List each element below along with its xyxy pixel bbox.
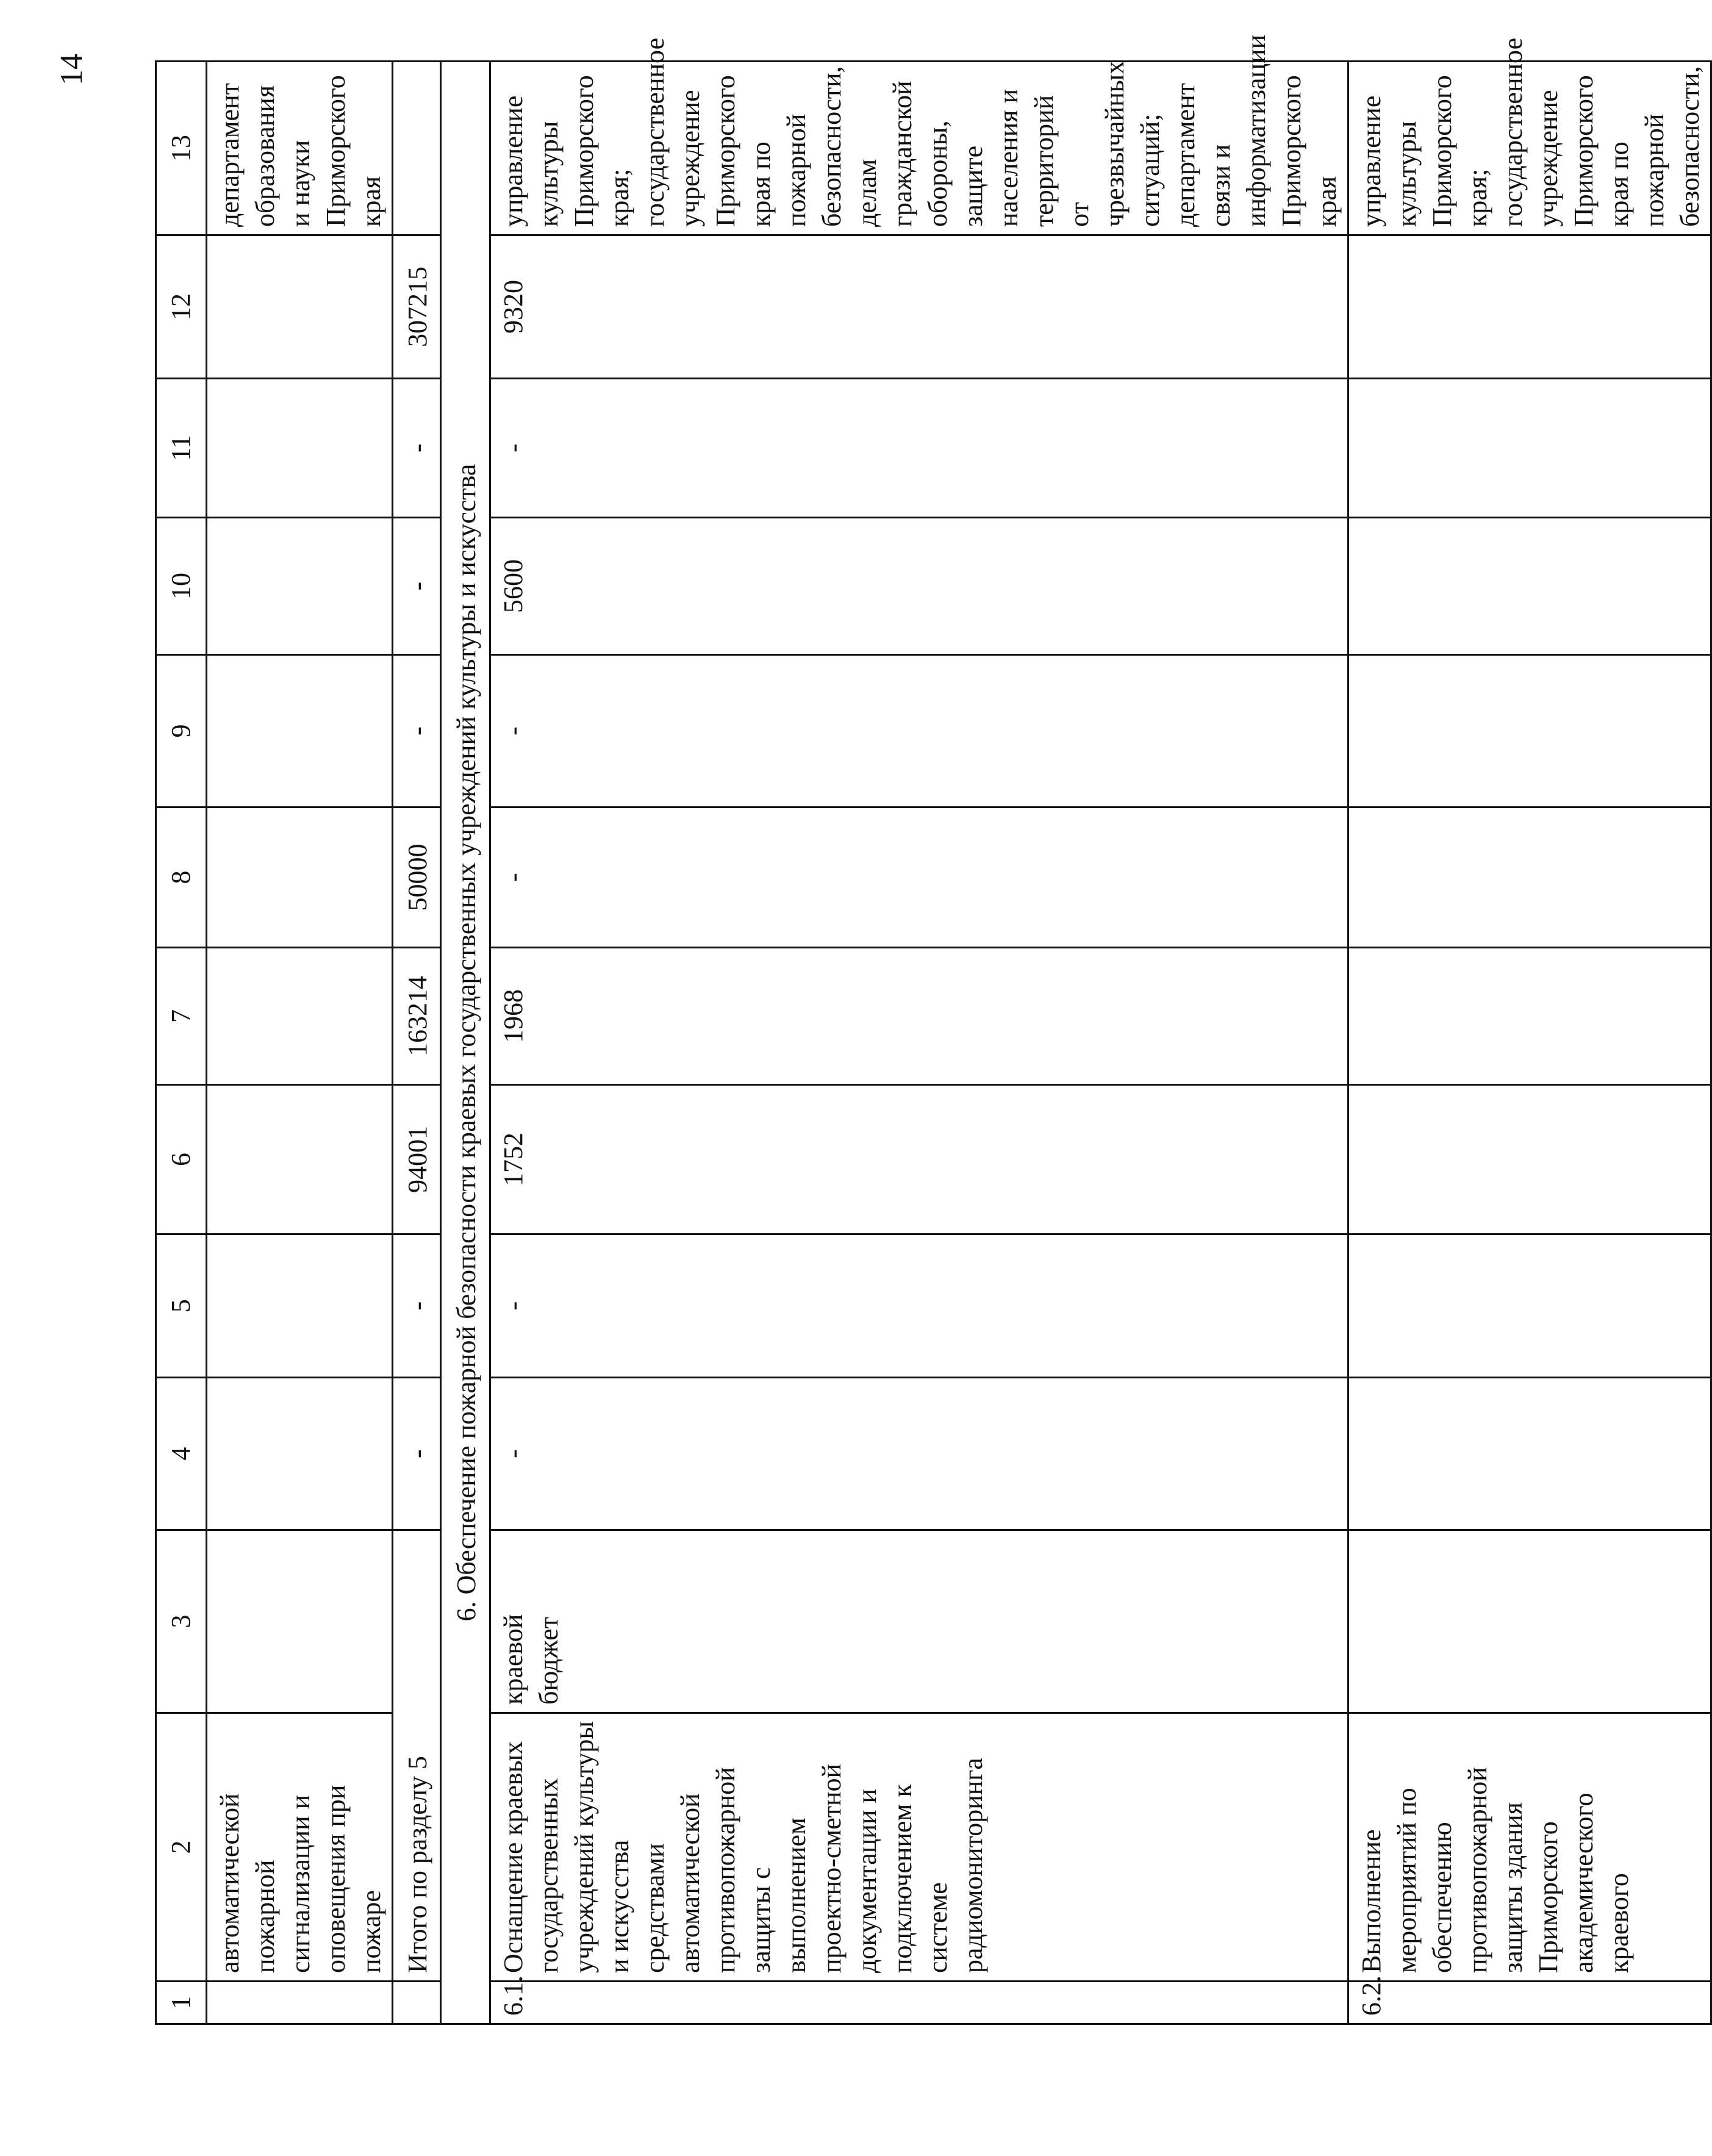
measures-table (155, 34, 1712, 2025)
header-cell: 12 (156, 235, 207, 379)
header-cell: 3 (156, 1530, 207, 1713)
cell-empty (1348, 518, 1711, 655)
cell-empty (1348, 1085, 1711, 1234)
header-cell: 5 (156, 1234, 207, 1378)
cell-empty (207, 655, 393, 808)
cell-empty (207, 948, 393, 1085)
cell-executor: управление культуры Приморского края; государственное учреждение Приморского края по пожарной безопасности, делам гражданской обороны, защите населения и территорий от чрезвычайных ситуаций; департамент связи и информатизации Приморского края (490, 62, 1348, 235)
cell-c11: - (490, 379, 1348, 518)
rotated-table-wrapper (155, 34, 1705, 2025)
section-heading-row (441, 62, 490, 2024)
cell-num: 6.1. (490, 1982, 1348, 2024)
header-cell: 2 (156, 1713, 207, 1982)
table-row-total (393, 62, 441, 2024)
total-c12: 307215 (393, 235, 441, 379)
cell-num: 6.2. (1348, 1982, 1711, 2024)
header-cell: 1 (156, 1982, 207, 2024)
header-cell: 6 (156, 1085, 207, 1234)
table-row-6-2 (1348, 62, 1711, 2024)
cell-name: Оснащение краевых государственных учреждений культуры и искусства средствами автоматической противопожарной защиты с выполнением проектно-сметной документации и подключением к системе радиомониторинга (490, 1713, 1348, 1982)
cell-empty (1348, 235, 1711, 379)
cell-empty (1348, 1378, 1711, 1530)
cell-c12: 9320 (490, 235, 1348, 379)
section-title: 6. Обеспечение пожарной безопасности краевых государственных учреждений культуры и искусства (441, 62, 490, 2024)
page-number: 14 (54, 54, 89, 85)
table-row-6-1 (490, 62, 1348, 2024)
cell-empty (207, 518, 393, 655)
cell-empty (207, 1234, 393, 1378)
total-c11: - (393, 379, 441, 518)
header-cell: 8 (156, 808, 207, 948)
cell-c10: 5600 (490, 518, 1348, 655)
header-cell: 9 (156, 655, 207, 808)
cell-source (207, 1530, 393, 1713)
total-c8: 50000 (393, 808, 441, 948)
cell-empty (207, 379, 393, 518)
cell-empty (1348, 948, 1711, 1085)
cell-executor: управление культуры Приморского края; государственное учреждение Приморского края по пожарной безопасности, (1348, 62, 1711, 235)
cell-empty (1348, 655, 1711, 808)
cell-executor (393, 62, 441, 235)
cell-num (207, 1982, 393, 2024)
cell-empty (1348, 808, 1711, 948)
cell-empty (207, 1378, 393, 1530)
cell-c6: 1752 (490, 1085, 1348, 1234)
total-c9: - (393, 655, 441, 808)
cell-c5: - (490, 1234, 1348, 1378)
total-c7: 163214 (393, 948, 441, 1085)
cell-c9: - (490, 655, 1348, 808)
cell-name: автоматической пожарной сигнализации и оповещения при пожаре (207, 1713, 393, 1982)
total-c6: 94001 (393, 1085, 441, 1234)
column-number-header (156, 62, 207, 2024)
cell-num (393, 1982, 441, 2024)
cell-source: краевой бюджет (490, 1530, 1348, 1713)
header-cell: 10 (156, 518, 207, 655)
cell-executor: департамент образования и науки Приморского края (207, 62, 393, 235)
total-label: Итого по разделу 5 (393, 1530, 441, 1982)
total-c10: - (393, 518, 441, 655)
cell-empty (1348, 1234, 1711, 1378)
table-row-continuation (207, 62, 393, 2024)
cell-empty (207, 808, 393, 948)
cell-source (1348, 1530, 1711, 1713)
header-cell: 13 (156, 62, 207, 235)
cell-c8: - (490, 808, 1348, 948)
cell-empty (207, 1085, 393, 1234)
header-cell: 4 (156, 1378, 207, 1530)
cell-c7: 1968 (490, 948, 1348, 1085)
header-cell: 11 (156, 379, 207, 518)
cell-name: Выполнение мероприятий по обеспечению противопожарной защиты здания Приморского академического краевого (1348, 1713, 1711, 1982)
cell-empty (1348, 379, 1711, 518)
total-c5: - (393, 1234, 441, 1378)
cell-empty (207, 235, 393, 379)
header-cell: 7 (156, 948, 207, 1085)
total-c4: - (393, 1378, 441, 1530)
cell-c4: - (490, 1378, 1348, 1530)
